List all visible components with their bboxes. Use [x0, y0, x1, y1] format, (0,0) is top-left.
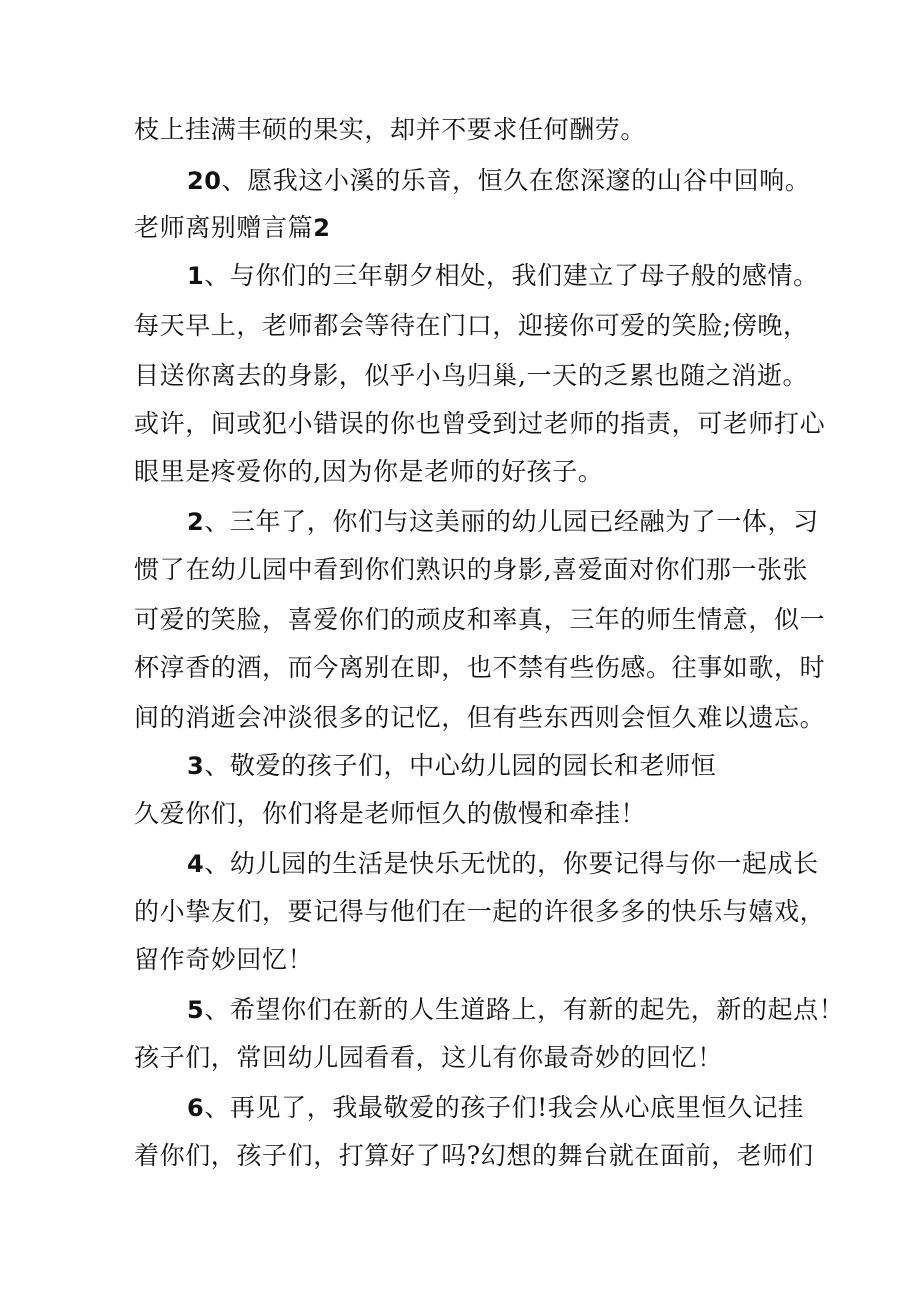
text-line: 的小挚友们，要记得与他们在一起的许很多多的快乐与嬉戏，	[134, 897, 826, 926]
list-item-5: 5、希望你们在新的人生道路上，有新的起先，新的起点！	[187, 995, 845, 1024]
item-number: 5	[187, 996, 205, 1024]
item-number: 20	[187, 167, 222, 195]
list-item-6: 6、再见了，我最敬爱的孩子们!我会从心底里恒久记挂	[187, 1093, 804, 1122]
item-number: 2	[187, 508, 205, 536]
list-item-2: 2、三年了，你们与这美丽的幼儿园已经融为了一体，习	[187, 507, 819, 536]
list-item-1: 1、与你们的三年朝夕相处，我们建立了母子般的感情。	[187, 261, 819, 290]
list-item-20: 20、愿我这小溪的乐音，恒久在您深邃的山谷中回响。	[187, 166, 811, 195]
text-line: 着你们，孩子们，打算好了吗?幻想的舞台就在面前，老师们	[134, 1141, 814, 1170]
text-line: 或许，间或犯小错误的你也曾受到过老师的指责，可老师打心	[134, 409, 826, 438]
list-item-4: 4、幼儿园的生活是快乐无忧的，你要记得与你一起成长	[187, 849, 819, 878]
item-number: 4	[187, 850, 205, 878]
text-line: 留作奇妙回忆！	[134, 945, 314, 974]
text-line: 可爱的笑脸，喜爱你们的顽皮和率真，三年的师生情意，似一	[134, 605, 826, 634]
text-line: 孩子们，常回幼儿园看看，这儿有你最奇妙的回忆！	[134, 1043, 723, 1072]
text-line: 惯了在幼儿园中看到你们熟识的身影,喜爱面对你们那一张张	[134, 555, 809, 584]
item-number: 1	[187, 262, 205, 290]
text-line: 眼里是疼爱你的,因为你是老师的好孩子。	[134, 457, 604, 486]
list-item-3: 3、敬爱的孩子们，中心幼儿园的园长和老师恒	[187, 751, 717, 780]
text-line: 间的消逝会冲淡很多的记忆，但有些东西则会恒久难以遗忘。	[134, 703, 826, 732]
text-line: 久爱你们，你们将是老师恒久的傲慢和牵挂！	[134, 799, 647, 828]
section-heading: 老师离别赠言篇2	[134, 213, 331, 242]
item-number: 3	[187, 752, 205, 780]
text-line: 杯淳香的酒，而今离别在即，也不禁有些伤感。往事如歌，时	[134, 653, 826, 682]
text-line: 每天早上，老师都会等待在门口，迎接你可爱的笑脸;傍晚，	[134, 311, 809, 340]
text-line: 枝上挂满丰硕的果实，却并不要求任何酬劳。	[134, 115, 647, 144]
item-number: 6	[187, 1094, 205, 1122]
text-line: 目送你离去的身影，似乎小鸟归巢,一天的乏累也随之消逝。	[134, 361, 809, 390]
